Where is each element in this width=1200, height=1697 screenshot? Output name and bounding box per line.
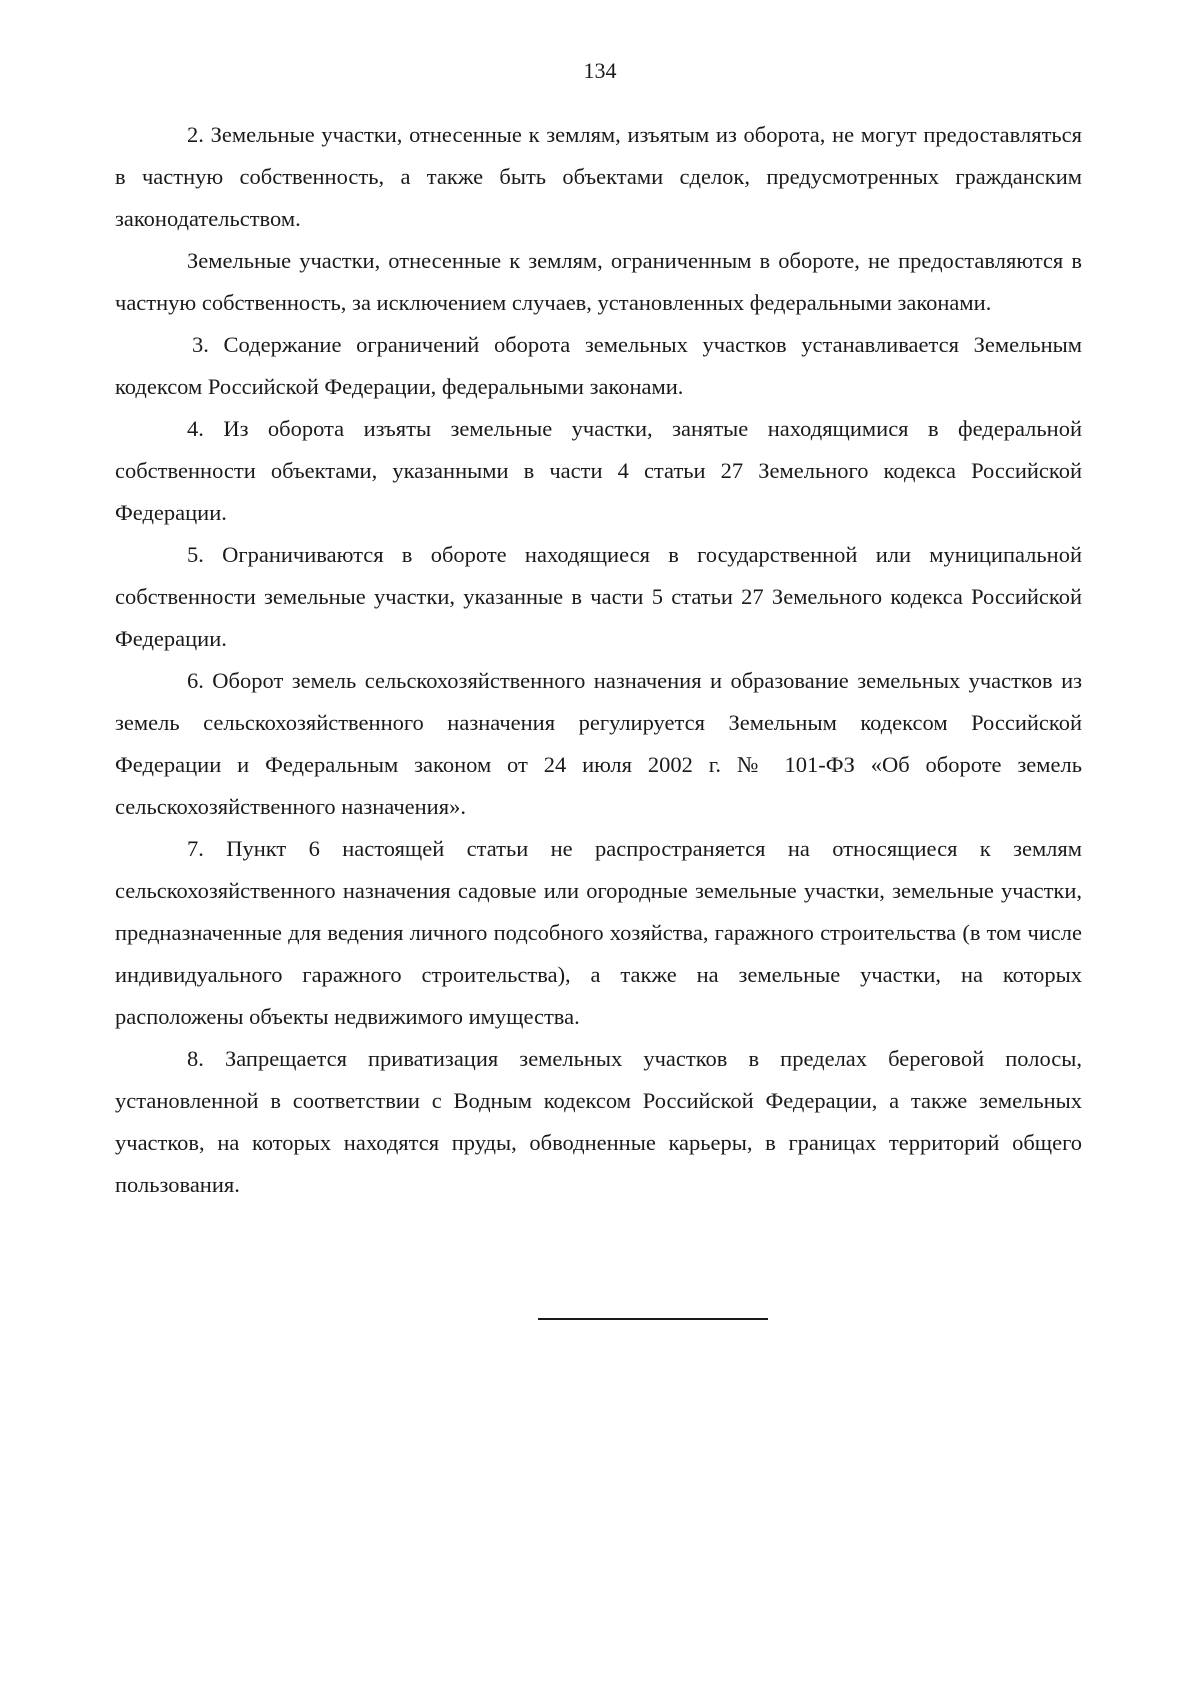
paragraph-2: 2. Земельные участки, отнесенные к землям, изъятым из оборота, не могут предоставляться в частную собственность, а также быть объектами сделок, предусмотренных гражданским законодательством. (115, 122, 1082, 231)
paragraph-2-continuation: Земельные участки, отнесенные к землям, ограниченным в обороте, не предоставляются в частную собственность, за исключением случаев, установленных федеральными законами. (115, 248, 1082, 315)
paragraph-3: 3. Содержание ограничений оборота земельных участков устанавливается Земельным кодексом Российской Федерации, федеральными законами. (115, 332, 1082, 399)
paragraph-4: 4. Из оборота изъяты земельные участки, занятые находящимися в федеральной собственности объектами, указанными в части 4 статьи 27 Земельного кодекса Российской Федерации. (115, 416, 1082, 525)
paragraph-7: 7. Пункт 6 настоящей статьи не распространяется на относящиеся к землям сельскохозяйственного назначения садовые или огородные земельные участки, земельные участки, предназначенные для ведения личного подсобного хозяйства, гаражного строительства (в том числе индивидуального гаражного строительства), а также на земельные участки, на которых расположены объекты недвижимого имущества. (115, 836, 1082, 1029)
paragraph-8: 8. Запрещается приватизация земельных участков в пределах береговой полосы, установленной в соответствии с Водным кодексом Российской Федерации, а также земельных участков, на которых находятся пруды, обводненные карьеры, в границах территорий общего пользования. (115, 1046, 1082, 1197)
page-number: 134 (583, 58, 617, 83)
paragraph-5: 5. Ограничиваются в обороте находящиеся в государственной или муниципальной собственности земельные участки, указанные в части 5 статьи 27 Земельного кодекса Российской Федерации. (115, 542, 1082, 651)
document-body (115, 114, 1082, 1206)
end-of-document-rule (538, 1318, 768, 1320)
paragraph-6: 6. Оборот земель сельскохозяйственного назначения и образование земельных участков из земель сельскохозяйственного назначения регулируется Земельным кодексом Российской Федерации и Федеральным законом от 24 июля 2002 г. № 101-ФЗ «Об обороте земель сельскохозяйственного назначения». (115, 668, 1082, 819)
